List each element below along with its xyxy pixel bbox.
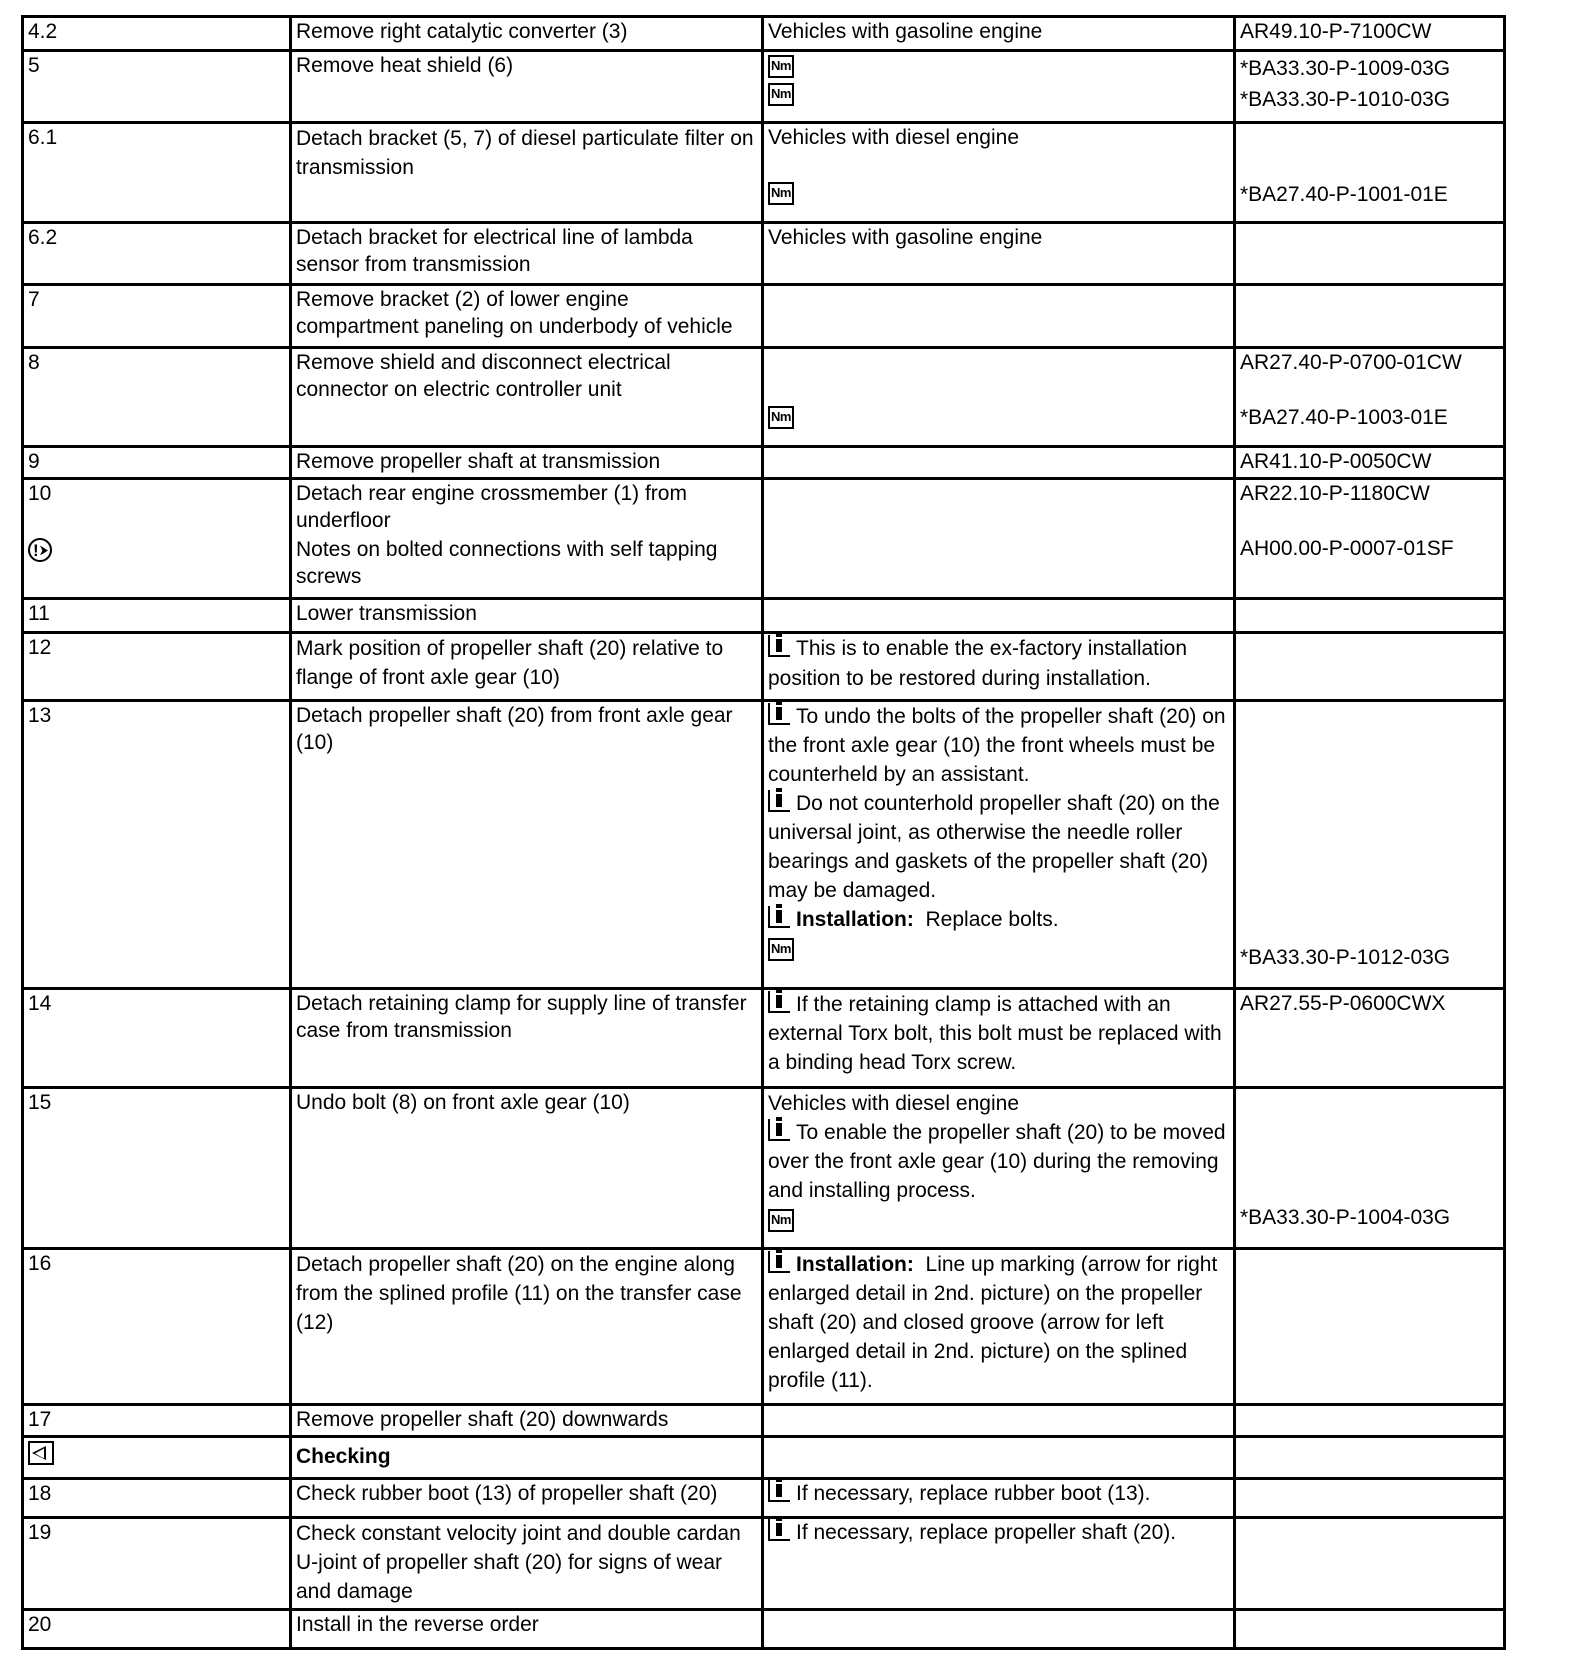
step-notes: If necessary, replace rubber boot (13).: [763, 1479, 1235, 1518]
reference-link[interactable]: *BA33.30-P-1012-03G: [1240, 946, 1451, 969]
info-icon: [768, 1519, 790, 1541]
info-icon: [768, 906, 790, 928]
step-number: 16: [23, 1249, 291, 1405]
step-reference: [1235, 17, 1505, 51]
step-notes: Vehicles with gasoline engine: [763, 223, 1235, 285]
step-action: Lower transmission: [291, 599, 763, 633]
step-number: 10 !: [23, 479, 291, 599]
table-row: [23, 1405, 1505, 1437]
step-notes: If the retaining clamp is attached with an external Torx bolt, this bolt must be replaced with a binding head Torx screw.: [763, 989, 1235, 1088]
reference-link[interactable]: AR22.10-P-1180CW: [1240, 482, 1430, 505]
reference-link[interactable]: *BA33.30-P-1009-03G: [1240, 57, 1451, 80]
info-icon: [768, 991, 790, 1013]
step-reference: [1235, 447, 1505, 479]
step-action: Detach propeller shaft (20) from front axle gear (10): [291, 701, 763, 989]
step-notes: Installation: Line up marking (arrow for right enlarged detail in 2nd. picture) on the propeller shaft (20) and closed groove (arrow for left enlarged detail in 2nd. picture) on the splined profile (11).: [763, 1249, 1235, 1405]
table-row: [23, 1437, 1505, 1479]
visual-check-icon: [28, 1441, 54, 1465]
step-reference: [1235, 123, 1505, 223]
reference-link[interactable]: AR27.55-P-0600CWX: [1240, 992, 1446, 1015]
step-notes: [763, 285, 1235, 348]
reference-link[interactable]: *BA33.30-P-1004-03G: [1240, 1206, 1451, 1229]
step-notes: [763, 1437, 1235, 1479]
info-icon: [768, 635, 790, 657]
step-number: 14: [23, 989, 291, 1088]
step-reference: [1235, 599, 1505, 633]
table-row: [23, 1088, 1505, 1249]
table-row: [23, 633, 1505, 701]
step-reference: [1235, 285, 1505, 348]
step-notes: [763, 51, 1235, 123]
info-icon: [768, 1480, 790, 1502]
step-action: Remove shield and disconnect electrical connector on electric controller unit: [291, 348, 763, 447]
step-action: Remove right catalytic converter (3): [291, 17, 763, 51]
step-action: Install in the reverse order: [291, 1610, 763, 1649]
info-icon: [768, 703, 790, 725]
step-action: Check constant velocity joint and double cardan U-joint of propeller shaft (20) for signs of wear and damage: [291, 1518, 763, 1610]
torque-nm-icon: Nm: [768, 83, 794, 106]
step-number: [23, 1437, 291, 1479]
step-reference: [1235, 701, 1505, 989]
step-notes: If necessary, replace propeller shaft (20).: [763, 1518, 1235, 1610]
step-number: 19: [23, 1518, 291, 1610]
step-reference: [1235, 1479, 1505, 1518]
torque-nm-icon: Nm: [768, 55, 794, 78]
step-reference: [1235, 989, 1505, 1088]
step-reference: [1235, 223, 1505, 285]
table-row: [23, 479, 1505, 599]
step-action: Mark position of propeller shaft (20) relative to flange of front axle gear (10): [291, 633, 763, 701]
step-notes: To undo the bolts of the propeller shaft (20) on the front axle gear (10) the front wheels must be counterheld by an assistant. Do not counterhold propeller shaft (20) on the universal joint, as otherwise the needle roller bearings and gaskets of the propeller shaft (20) may be damaged. Installation: Replace bolts. Nm: [763, 701, 1235, 989]
table-row: [23, 447, 1505, 479]
table-row: [23, 17, 1505, 51]
torque-nm-icon: Nm: [768, 182, 794, 205]
step-action: Detach rear engine crossmember (1) from underfloor Notes on bolted connections with self tapping screws: [291, 479, 763, 599]
step-number: 7: [23, 285, 291, 348]
table-row: [23, 599, 1505, 633]
step-number: 18: [23, 1479, 291, 1518]
step-reference: [1235, 479, 1505, 599]
step-action: Remove propeller shaft (20) downwards: [291, 1405, 763, 1437]
table-row: [23, 1610, 1505, 1649]
step-number: 5: [23, 51, 291, 123]
step-reference: [1235, 1088, 1505, 1249]
step-notes: [763, 1405, 1235, 1437]
table-row: [23, 285, 1505, 348]
step-action: Undo bolt (8) on front axle gear (10): [291, 1088, 763, 1249]
step-number: 6.2: [23, 223, 291, 285]
step-action: Remove propeller shaft at transmission: [291, 447, 763, 479]
step-number: 8: [23, 348, 291, 447]
step-notes: [763, 447, 1235, 479]
step-number: 12: [23, 633, 291, 701]
table-row: [23, 1479, 1505, 1518]
step-reference: [1235, 1437, 1505, 1479]
info-icon: [768, 1119, 790, 1141]
step-reference: [1235, 348, 1505, 447]
step-number: 4.2: [23, 17, 291, 51]
info-icon: [768, 790, 790, 812]
table-row: [23, 51, 1505, 123]
step-notes: Vehicles with gasoline engine: [763, 17, 1235, 51]
step-reference: [1235, 1249, 1505, 1405]
info-icon: [768, 1251, 790, 1273]
step-number: 13: [23, 701, 291, 989]
step-action: Remove heat shield (6): [291, 51, 763, 123]
step-action: Detach retaining clamp for supply line of transfer case from transmission: [291, 989, 763, 1088]
section-heading: Checking: [291, 1437, 763, 1479]
step-action: Detach bracket (5, 7) of diesel particulate filter on transmission: [291, 123, 763, 223]
table-row: [23, 701, 1505, 989]
step-action: Remove bracket (2) of lower engine compartment paneling on underbody of vehicle: [291, 285, 763, 348]
step-number: 17: [23, 1405, 291, 1437]
table-row: [23, 123, 1505, 223]
step-number: 20: [23, 1610, 291, 1649]
step-reference: [1235, 633, 1505, 701]
table-row: [23, 1518, 1505, 1610]
step-action: Detach propeller shaft (20) on the engine along from the splined profile (11) on the transfer case (12): [291, 1249, 763, 1405]
step-notes: [763, 479, 1235, 599]
step-notes: Vehicles with diesel engine To enable the propeller shaft (20) to be moved over the front axle gear (10) during the removing and installing process. Nm: [763, 1088, 1235, 1249]
step-reference: [1235, 1610, 1505, 1649]
step-number: 6.1: [23, 123, 291, 223]
step-notes: [763, 599, 1235, 633]
reference-link[interactable]: *BA27.40-P-1003-01E: [1240, 406, 1448, 429]
step-notes: Vehicles with diesel engine Nm: [763, 123, 1235, 223]
self-tapping-screw-note-icon: [28, 538, 52, 562]
table-row: [23, 223, 1505, 285]
step-reference: [1235, 1518, 1505, 1610]
reference-link[interactable]: AH00.00-P-0007-01SF: [1240, 537, 1454, 560]
table-row: [23, 989, 1505, 1088]
step-action: Check rubber boot (13) of propeller shaft (20): [291, 1479, 763, 1518]
step-notes: [763, 1610, 1235, 1649]
step-notes: [763, 348, 1235, 447]
step-number: 11: [23, 599, 291, 633]
torque-nm-icon: Nm: [768, 938, 794, 961]
step-action: Detach bracket for electrical line of lambda sensor from transmission: [291, 223, 763, 285]
reference-link[interactable]: *BA33.30-P-1010-03G: [1240, 88, 1451, 111]
reference-link[interactable]: *BA27.40-P-1001-01E: [1240, 183, 1448, 206]
reference-link[interactable]: AR27.40-P-0700-01CW: [1240, 351, 1462, 374]
torque-nm-icon: Nm: [768, 1209, 794, 1232]
step-number: 15: [23, 1088, 291, 1249]
table-row: [23, 1249, 1505, 1405]
step-notes: This is to enable the ex-factory installation position to be restored during installation.: [763, 633, 1235, 701]
torque-nm-icon: Nm: [768, 406, 794, 429]
table-row: [23, 348, 1505, 447]
step-reference: [1235, 1405, 1505, 1437]
procedure-table: [21, 15, 1506, 1650]
step-reference: [1235, 51, 1505, 123]
step-number: 9: [23, 447, 291, 479]
reference-link[interactable]: AR49.10-P-7100CW: [1240, 20, 1432, 43]
reference-link[interactable]: AR41.10-P-0050CW: [1240, 450, 1432, 473]
